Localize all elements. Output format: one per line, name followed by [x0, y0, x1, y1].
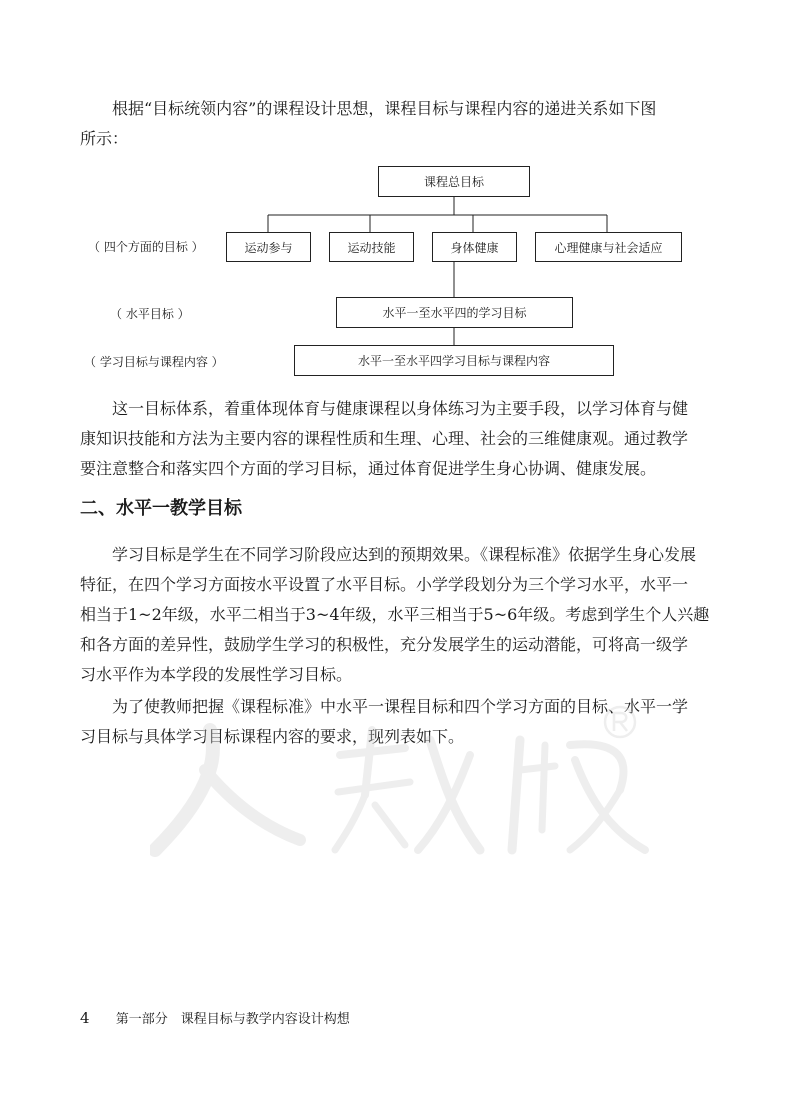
para3-line-2: 特征，在四个学习方面按水平设置了水平目标。小学学段划分为三个学习水平，水平一: [80, 575, 689, 594]
page-number: 4: [80, 1009, 90, 1027]
footer-text: 第一部分 课程目标与教学内容设计构想: [115, 1012, 350, 1027]
para3-line-3: 相当于1~2年级，水平二相当于3~4年级，水平三相当于5~6年级。考虑到学生个人兴趣: [80, 605, 710, 624]
para4-line-1: 为了使教师把握《课程标准》中水平一课程目标和四个学习方面的目标、水平一学: [112, 697, 689, 716]
level-goals-box: 水平一至水平四的学习目标: [336, 297, 573, 328]
goal-hierarchy-diagram: [0, 0, 800, 400]
learning-goals-paragraph: [80, 540, 722, 690]
aspect-box-physical-health: 身体健康: [432, 232, 517, 262]
intro-line-2: 所示：: [80, 129, 129, 148]
goal-system-paragraph: [80, 394, 722, 484]
aspect-box-sport-participation: 运动参与: [226, 232, 311, 262]
intro-line-1: 根据“目标统领内容”的课程设计思想，课程目标与课程内容的递进关系如下图: [112, 99, 657, 118]
page-footer: [80, 1008, 350, 1027]
para3-line-4: 和各方面的差异性，鼓励学生学习的积极性，充分发展学生的运动潜能，可将高一级学: [80, 635, 689, 654]
para2-line-1: 这一目标体系，着重体现体育与健康课程以身体练习为主要手段，以学习体育与健: [112, 399, 689, 418]
para3-line-5: 习水平作为本学段的发展性学习目标。: [80, 665, 353, 684]
aspect-box-sport-skills: 运动技能: [329, 232, 414, 262]
aspect-box-mental-health: 心理健康与社会适应: [535, 232, 682, 262]
watermark-calligraphy: [150, 700, 670, 870]
para2-line-2: 康知识技能和方法为主要内容的课程性质和生理、心理、社会的三维健康观。通过教学: [80, 429, 689, 448]
label-content: （ 学习目标与课程内容 ）: [84, 355, 224, 369]
para2-line-3: 要注意整合和落实四个方面的学习目标，通过体育促进学生身心协调、健康发展。: [80, 459, 657, 478]
total-goal-box: 课程总目标: [378, 166, 530, 197]
para4-line-2: 习目标与具体学习目标课程内容的要求，现列表如下。: [80, 727, 465, 746]
diagram-connectors: [0, 0, 800, 400]
section-heading: 二、水平一教学目标: [80, 498, 242, 519]
label-four-aspects: （ 四个方面的目标 ）: [88, 240, 204, 254]
content-box: 水平一至水平四学习目标与课程内容: [294, 345, 614, 376]
para3-line-1: 学习目标是学生在不同学习阶段应达到的预期效果。《课程标准》依据学生身心发展: [112, 545, 697, 564]
publisher-watermark-logo: [150, 700, 670, 870]
label-level-goals: （ 水平目标 ）: [110, 307, 190, 321]
